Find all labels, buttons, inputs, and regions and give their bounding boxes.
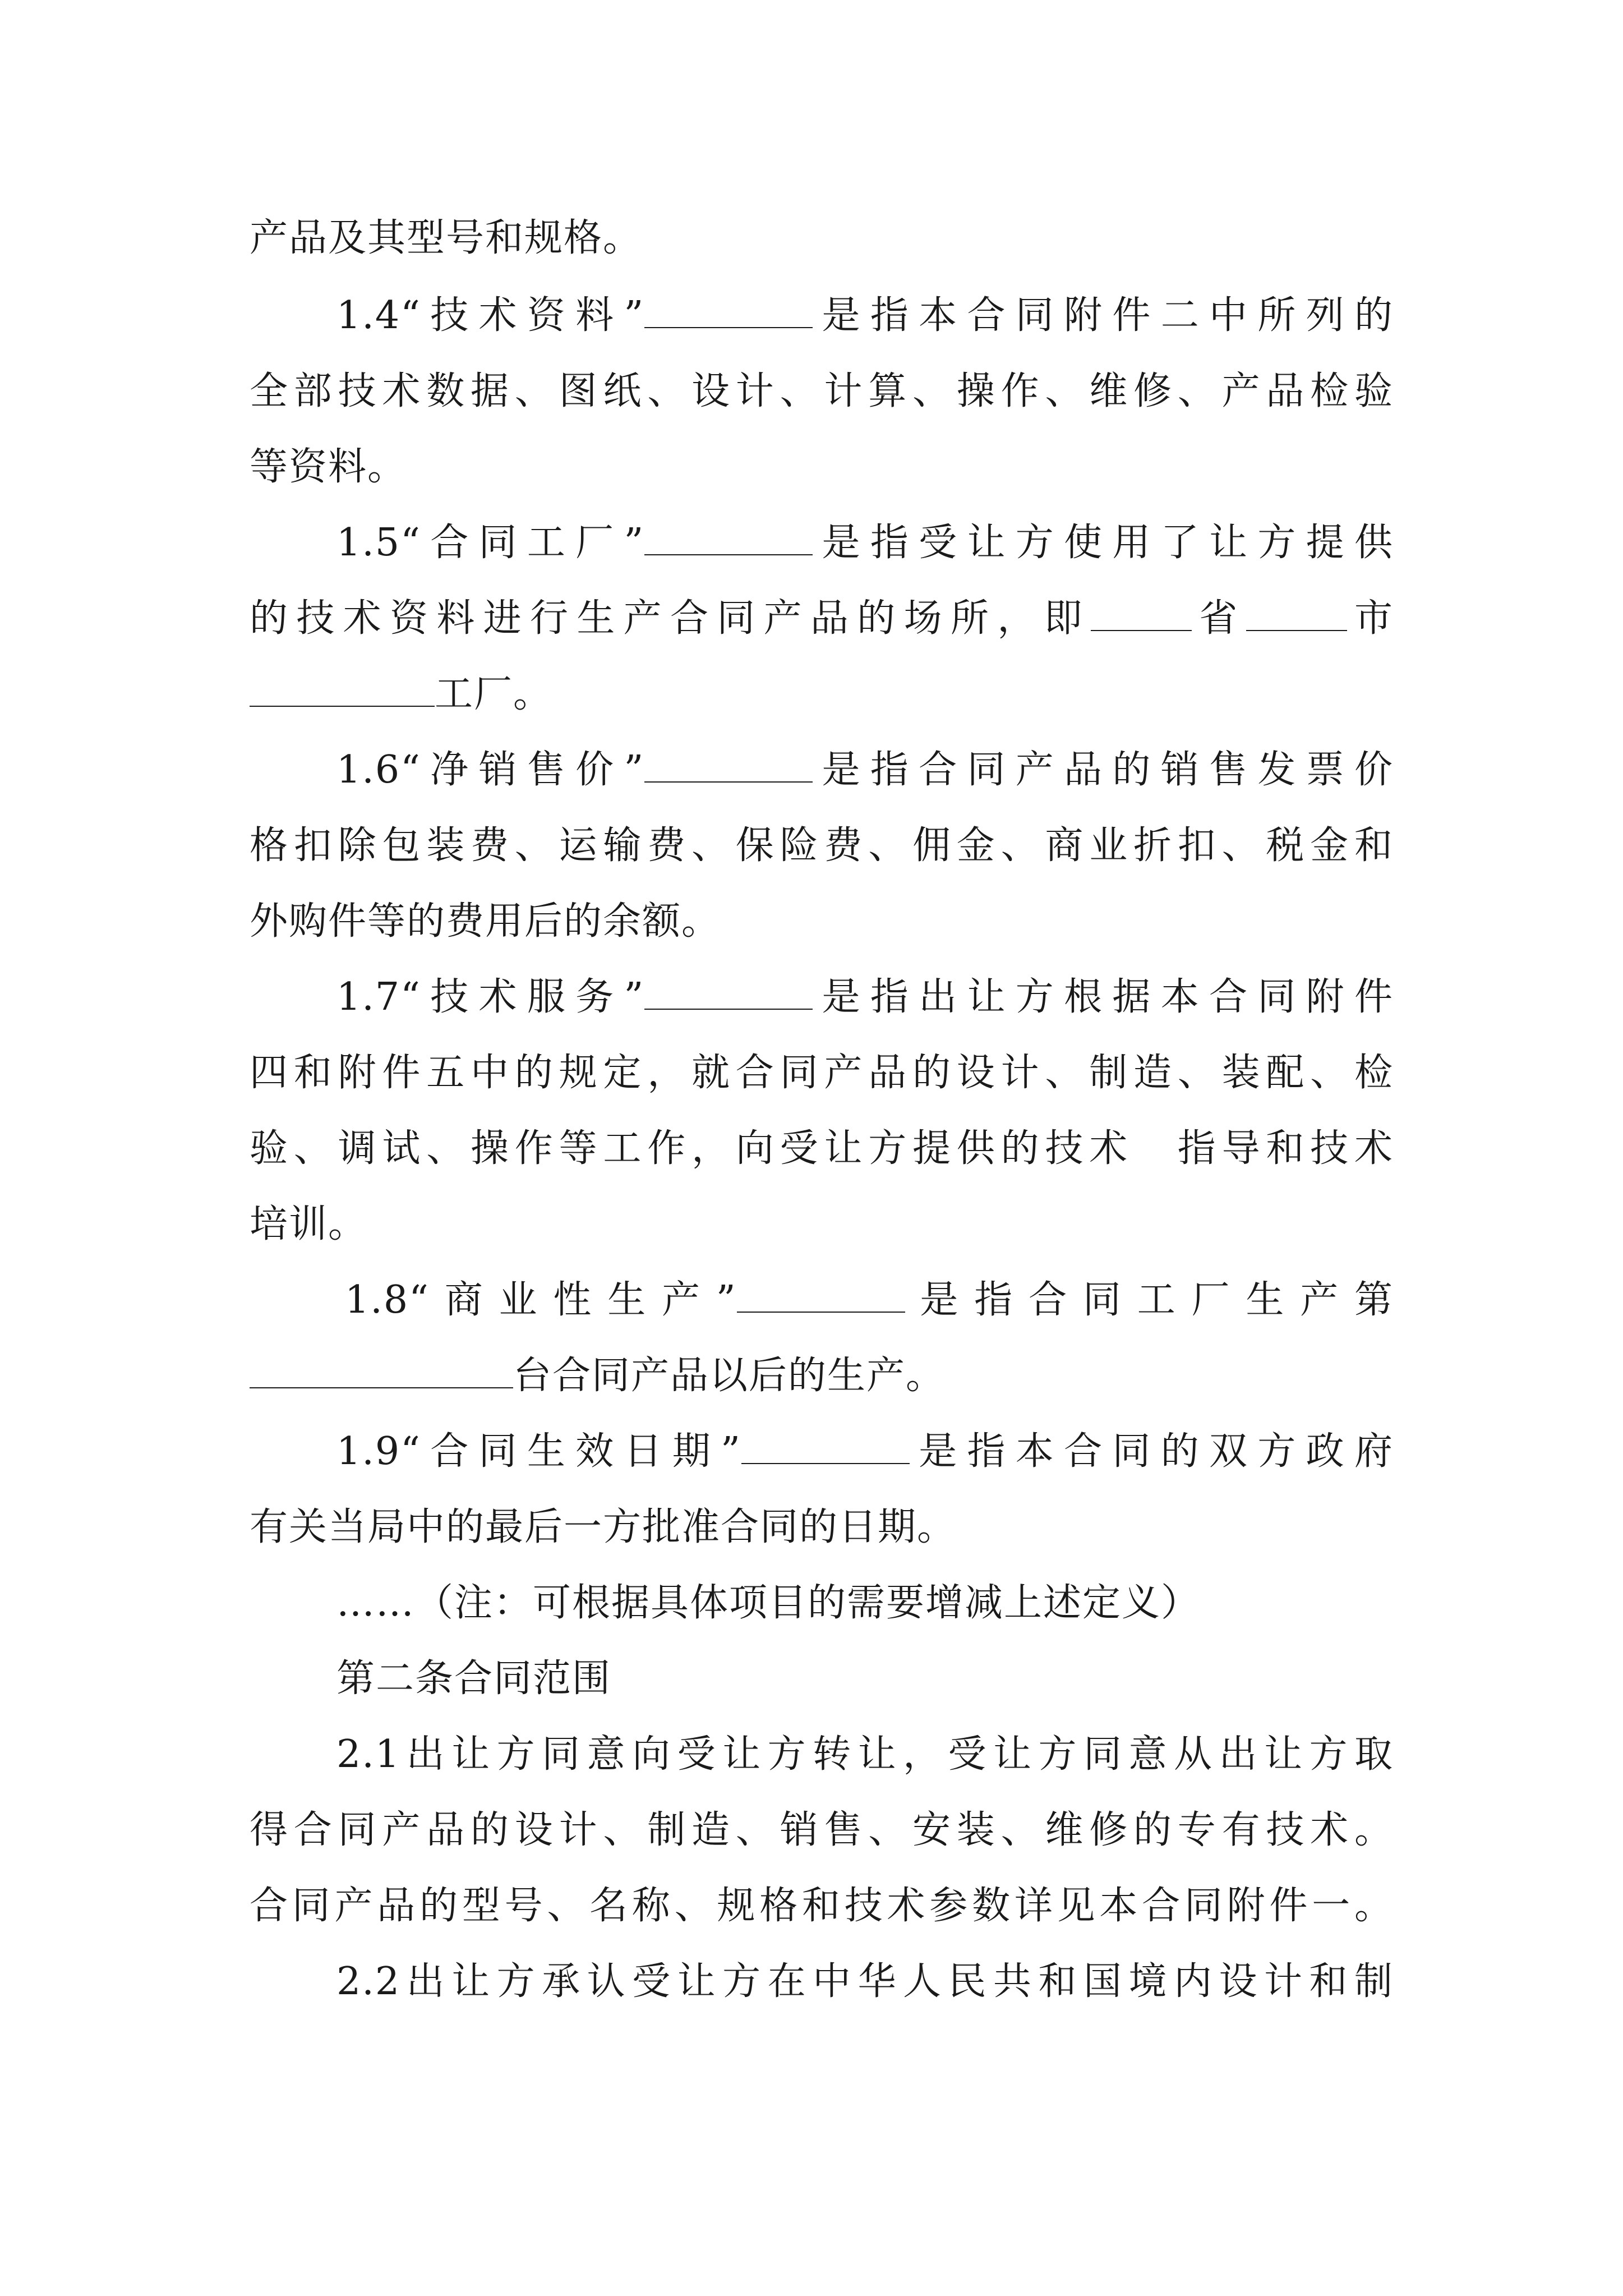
text-line [250, 1800, 1394, 1861]
text: 市 [1347, 596, 1394, 641]
text: 省 [1191, 596, 1246, 641]
text-line [250, 891, 1394, 953]
text-line [250, 1042, 1394, 1104]
text: 全部技术数据、图纸、设计、计算、操作、维修、产品检验 [250, 369, 1394, 413]
text: 产品及其型号和规格。 [250, 216, 643, 260]
text: 工厂。 [435, 672, 553, 716]
note-text: ……（注：可根据具体项目的需要增减上述定义） [336, 1581, 1201, 1625]
fill-blank [644, 518, 813, 555]
definition-1-8 [345, 1269, 1394, 1331]
definition-text: 是指本合同的双方政府 [909, 1429, 1394, 1474]
text: 2.1出让方同意向受让方转让，受让方同意从出让方取 [336, 1732, 1394, 1777]
text: 培训。 [250, 1202, 368, 1246]
text-line [250, 1345, 1394, 1407]
text-line [250, 815, 1394, 877]
fill-blank-quantity [250, 1351, 513, 1388]
text-line [250, 664, 1394, 725]
clause-2-1 [336, 1724, 1394, 1786]
text: 得合同产品的设计、制造、销售、安装、维修的专有技术。 [250, 1808, 1394, 1852]
term: 1.5“合同工厂” [336, 521, 645, 565]
fill-blank [741, 1427, 910, 1464]
text: 有关当局中的最后一方批准合同的日期。 [250, 1505, 957, 1549]
text: 验、调试、操作等工作，向受让方提供的技术 指导和技术 [250, 1126, 1394, 1171]
text: 等资料。 [250, 445, 407, 489]
term: 1.6“净销售价” [336, 748, 645, 792]
term: 1.4“技术资料” [336, 293, 645, 338]
definition-text: 是指合同工厂生产第 [905, 1278, 1394, 1322]
definition-text: 是指本合同附件二中所列的 [813, 293, 1394, 338]
definition-1-9 [336, 1421, 1394, 1483]
text: 四和附件五中的规定，就合同产品的设计、制造、装配、检 [250, 1051, 1394, 1095]
fill-blank [737, 1276, 905, 1313]
clause-2-2 [336, 1951, 1394, 2013]
text-line [250, 1875, 1394, 1937]
text: 2.2出让方承认受让方在中华人民共和国境内设计和制 [336, 1959, 1394, 2004]
fill-blank-factory [250, 670, 435, 707]
note-line [336, 1572, 1394, 1634]
text: 台合同产品以后的生产。 [513, 1354, 946, 1398]
term: 1.8“商业性生产” [345, 1278, 737, 1322]
definition-text: 是指受让方使用了让方提供 [813, 521, 1394, 565]
definition-text: 是指出让方根据本合同附件 [813, 975, 1394, 1019]
fill-blank-city [1246, 594, 1347, 631]
definition-1-6 [336, 739, 1394, 801]
fill-blank [644, 291, 813, 328]
text: 的技术资料进行生产合同产品的场所，即 [250, 596, 1091, 641]
definition-1-4 [336, 285, 1394, 347]
section-heading [336, 1648, 1394, 1710]
text: 外购件等的费用后的余额。 [250, 899, 721, 944]
text-line [250, 361, 1394, 422]
text-line [250, 208, 1394, 269]
fill-blank [644, 746, 813, 783]
term: 1.9“合同生效日期” [336, 1429, 741, 1474]
heading-text: 第二条合同范围 [336, 1657, 612, 1701]
definition-1-5 [336, 512, 1394, 574]
definition-1-7 [336, 967, 1394, 1028]
text-line [250, 1194, 1394, 1255]
text: 合同产品的型号、名称、规格和技术参数详见本合同附件一。 [250, 1884, 1394, 1928]
text-line [250, 1118, 1394, 1180]
fill-blank-province [1091, 594, 1192, 631]
text-line [250, 1497, 1394, 1558]
term: 1.7“技术服务” [336, 975, 645, 1019]
text-line [250, 588, 1394, 650]
fill-blank [644, 973, 813, 1010]
text-line [250, 436, 1394, 498]
text: 格扣除包装费、运输费、保险费、佣金、商业折扣、税金和 [250, 823, 1394, 868]
definition-text: 是指合同产品的销售发票价 [813, 748, 1394, 792]
